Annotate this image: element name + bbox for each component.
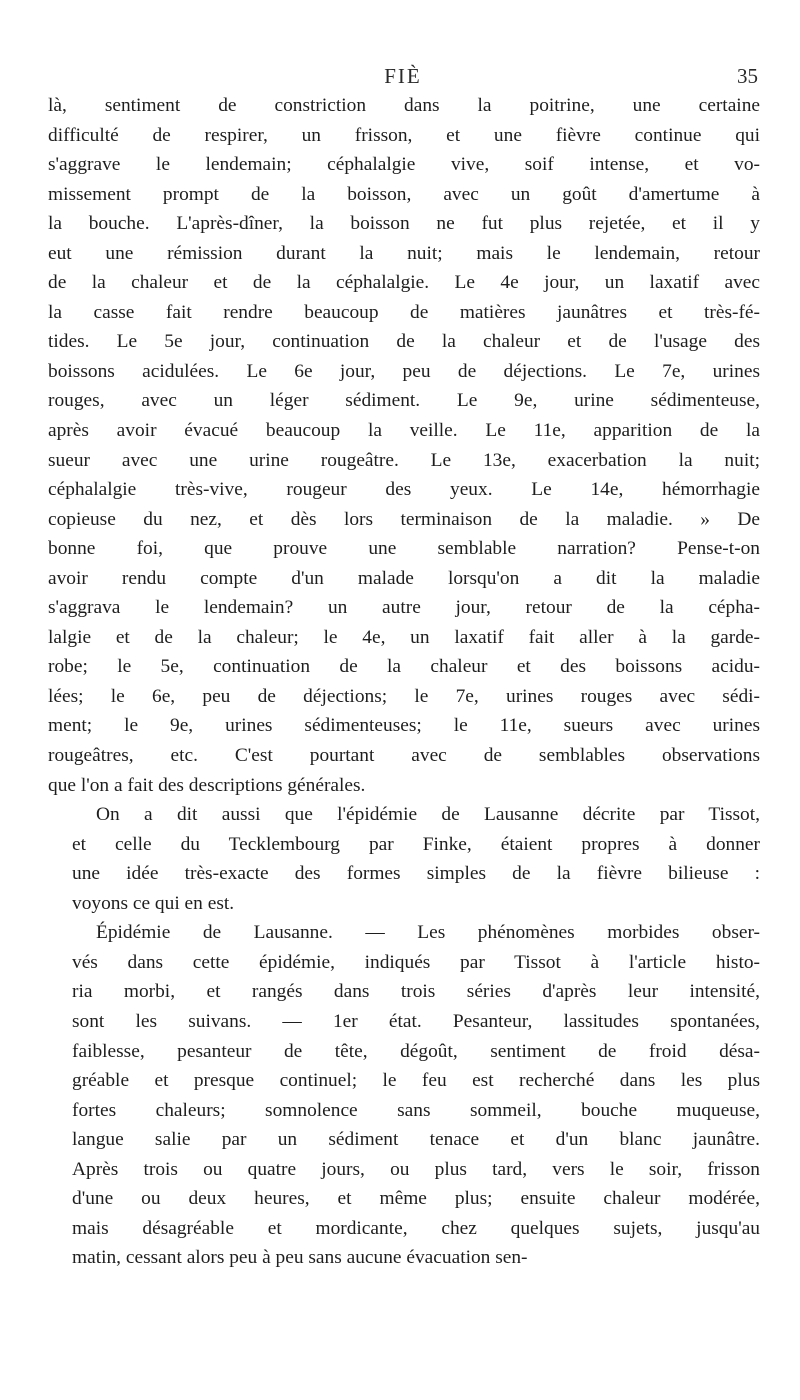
text-line: la bouche. L'après-dîner, la boisson ne fut plus rejetée, et il y bbox=[48, 213, 760, 235]
text-line: une idée très-exacte des formes simples de la fièvre bilieuse : bbox=[72, 863, 760, 885]
text-line: vés dans cette épidémie, indiqués par Tissot à l'article histo- bbox=[72, 951, 760, 973]
text-line: là, sentiment de constriction dans la poitrine, une certaine bbox=[48, 95, 760, 116]
text-line: ria morbi, et rangés dans trois séries d'après leur intensité, bbox=[72, 981, 760, 1003]
paragraph-1 bbox=[48, 91, 760, 800]
text-line: difficulté de respirer, un frisson, et une fièvre continue qui bbox=[48, 124, 760, 146]
text-line: tides. Le 5e jour, continuation de la chaleur et de l'usage des bbox=[48, 331, 760, 353]
text-line: eut une rémission durant la nuit; mais le lendemain, retour bbox=[48, 242, 760, 264]
text-line: gréable et presque continuel; le feu est recherché dans les plus bbox=[72, 1070, 760, 1092]
text-line: rougeâtres, etc. C'est pourtant avec de semblables observations bbox=[48, 745, 760, 767]
text-line: s'aggrave le lendemain; céphalalgie vive, soif intense, et vo- bbox=[48, 154, 760, 176]
text-line: que l'on a fait des descriptions générales. bbox=[48, 774, 366, 796]
text-line: voyons ce qui en est. bbox=[72, 892, 235, 914]
text-line: Après trois ou quatre jours, ou plus tard, vers le soir, frisson bbox=[72, 1158, 760, 1180]
text-line: sueur avec une urine rougeâtre. Le 13e, exacerbation la nuit; bbox=[48, 449, 760, 471]
text-line: lées; le 6e, peu de déjections; le 7e, urines rouges avec sédi- bbox=[48, 685, 760, 707]
text-line: et celle du Tecklembourg par Finke, étaient propres à donner bbox=[72, 833, 760, 855]
paragraph-3 bbox=[48, 918, 760, 1273]
text-line: avoir rendu compte d'un malade lorsqu'on a dit la maladie bbox=[48, 567, 760, 589]
paragraph-2 bbox=[48, 800, 760, 918]
text-line: fortes chaleurs; somnolence sans sommeil, bouche muqueuse, bbox=[72, 1099, 760, 1121]
text-line: s'aggrava le lendemain? un autre jour, retour de la cépha- bbox=[48, 597, 760, 619]
text-line: céphalalgie très-vive, rougeur des yeux. Le 14e, hémorrhagie bbox=[48, 479, 760, 501]
running-header bbox=[48, 64, 758, 90]
text-line: langue salie par un sédiment tenace et d'un blanc jaunâtre. bbox=[72, 1129, 760, 1151]
text-line: On a dit aussi que l'épidémie de Lausanne décrite par Tissot, bbox=[96, 804, 760, 826]
page-number: 35 bbox=[737, 64, 758, 88]
text-line: faiblesse, pesanteur de tête, dégoût, sentiment de froid désa- bbox=[72, 1040, 760, 1062]
text-line: bonne foi, que prouve une semblable narration? Pense-t-on bbox=[48, 538, 760, 560]
text-line: de la chaleur et de la céphalalgie. Le 4e jour, un laxatif avec bbox=[48, 272, 760, 294]
text-line: ment; le 9e, urines sédimenteuses; le 11e, sueurs avec urines bbox=[48, 715, 760, 737]
text-line: missement prompt de la boisson, avec un goût d'amertume à bbox=[48, 183, 760, 205]
text-line: matin, cessant alors peu à peu sans aucune évacuation sen- bbox=[72, 1247, 528, 1269]
text-line: mais désagréable et mordicante, chez quelques sujets, jusqu'au bbox=[72, 1217, 760, 1239]
text-line: boissons acidulées. Le 6e jour, peu de déjections. Le 7e, urines bbox=[48, 360, 760, 382]
text-line: après avoir évacué beaucoup la veille. Le 11e, apparition de la bbox=[48, 420, 760, 442]
running-title: FIÈ bbox=[384, 64, 422, 88]
text-line: sont les suivans. — 1er état. Pesanteur, lassitudes spontanées, bbox=[72, 1010, 760, 1032]
text-line: d'une ou deux heures, et même plus; ensuite chaleur modérée, bbox=[72, 1188, 760, 1210]
text-line: Épidémie de Lausanne. — Les phénomènes morbides obser- bbox=[96, 922, 760, 944]
text-line: robe; le 5e, continuation de la chaleur et des boissons acidu- bbox=[48, 656, 760, 678]
text-line: copieuse du nez, et dès lors terminaison de la maladie. » De bbox=[48, 508, 760, 530]
body-text bbox=[48, 91, 760, 1273]
text-line: lalgie et de la chaleur; le 4e, un laxatif fait aller à la garde- bbox=[48, 626, 760, 648]
text-line: la casse fait rendre beaucoup de matières jaunâtres et très-fé- bbox=[48, 301, 760, 323]
text-line: rouges, avec un léger sédiment. Le 9e, urine sédimenteuse, bbox=[48, 390, 760, 412]
